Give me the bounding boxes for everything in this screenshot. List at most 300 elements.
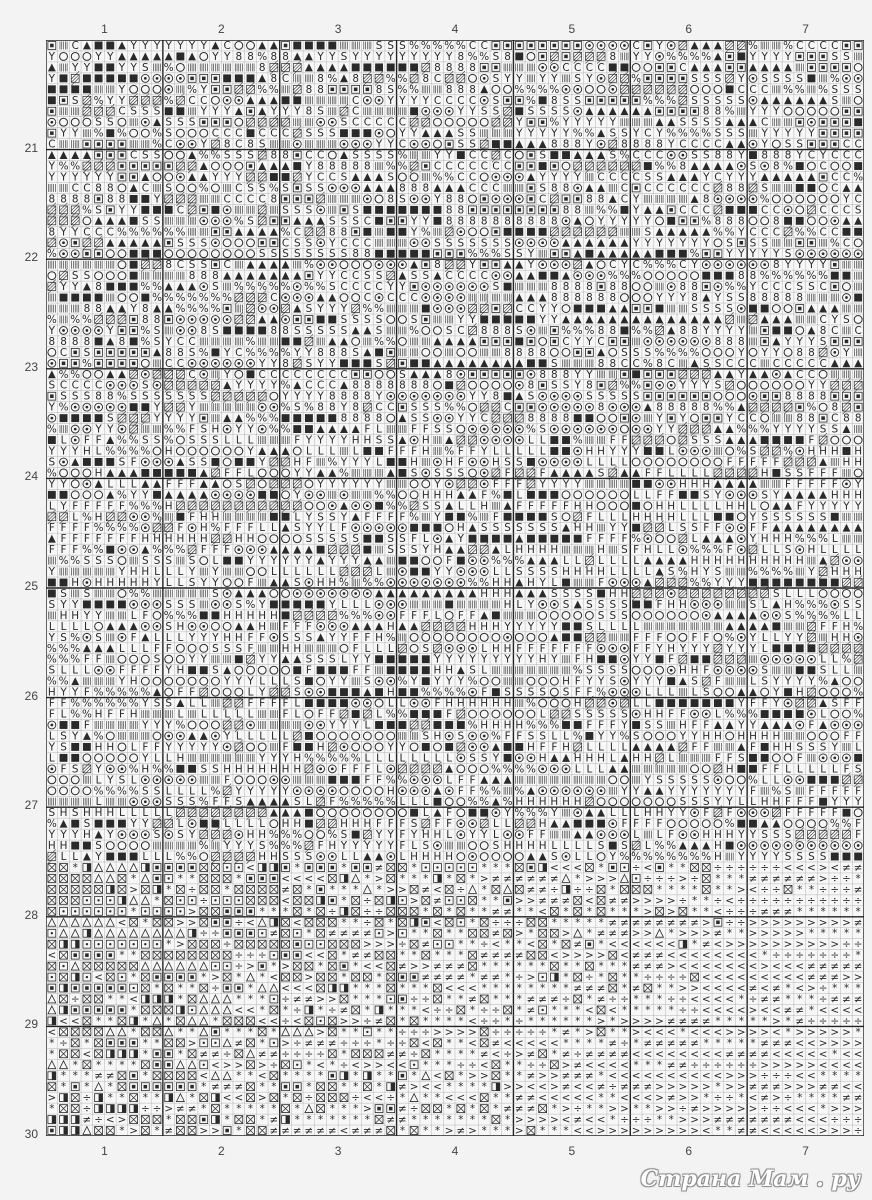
svg-text:F: F — [493, 478, 499, 490]
svg-text:C: C — [773, 358, 780, 370]
svg-text:H: H — [854, 446, 862, 458]
svg-text:F: F — [820, 478, 826, 490]
svg-text:S: S — [387, 84, 394, 96]
svg-text:S: S — [189, 237, 196, 249]
column-number-bottom-2: 2 — [211, 1144, 231, 1158]
svg-text:Y: Y — [211, 172, 219, 184]
svg-text:Y: Y — [118, 84, 126, 96]
svg-text:Y: Y — [574, 336, 582, 348]
svg-text:S: S — [352, 204, 359, 216]
svg-text:%: % — [783, 446, 793, 458]
svg-text:C: C — [223, 128, 230, 140]
svg-text:8: 8 — [528, 413, 535, 425]
svg-text:Y: Y — [760, 139, 768, 151]
svg-text:%: % — [619, 270, 629, 282]
svg-text:8: 8 — [165, 259, 172, 271]
svg-text:S: S — [399, 369, 406, 381]
svg-text:8: 8 — [563, 139, 570, 151]
svg-text:C: C — [375, 117, 382, 129]
svg-text:S: S — [165, 117, 172, 129]
svg-text:C: C — [831, 325, 838, 337]
svg-text:S: S — [411, 270, 418, 282]
svg-text:C: C — [644, 128, 651, 140]
svg-text:Y: Y — [59, 281, 67, 293]
svg-text:S: S — [434, 424, 441, 436]
svg-text:8: 8 — [609, 358, 616, 370]
svg-text:8: 8 — [738, 336, 745, 348]
svg-text:S: S — [189, 456, 196, 468]
svg-text:S: S — [177, 117, 184, 129]
svg-text:Y: Y — [293, 347, 301, 359]
svg-text:%: % — [444, 40, 454, 52]
svg-text:Y: Y — [772, 424, 780, 436]
svg-text:S: S — [352, 347, 359, 359]
svg-text:S: S — [656, 172, 663, 184]
column-number-bottom-3: 3 — [328, 1144, 348, 1158]
svg-text:Y: Y — [363, 51, 371, 63]
svg-text:Y: Y — [375, 139, 383, 151]
svg-text:Y: Y — [188, 402, 196, 414]
svg-text:Y: Y — [223, 172, 231, 184]
svg-text:Y: Y — [737, 248, 745, 260]
svg-text:8: 8 — [563, 292, 570, 304]
svg-text:C: C — [609, 259, 616, 271]
svg-text:8: 8 — [364, 161, 371, 173]
svg-text:F: F — [808, 435, 814, 447]
svg-text:S: S — [72, 95, 79, 107]
svg-text:L: L — [376, 424, 382, 436]
svg-text:Y: Y — [585, 369, 593, 381]
svg-text:%: % — [561, 325, 571, 337]
svg-text:%: % — [701, 128, 711, 140]
svg-text:S: S — [504, 456, 511, 468]
svg-text:S: S — [645, 347, 652, 359]
svg-text:8: 8 — [563, 369, 570, 381]
svg-text:%: % — [397, 161, 407, 173]
svg-text:%: % — [643, 325, 653, 337]
svg-text:%: % — [374, 303, 384, 315]
svg-text:C: C — [130, 150, 137, 162]
svg-text:S: S — [341, 248, 348, 260]
svg-text:%: % — [386, 336, 396, 348]
svg-text:S: S — [119, 456, 126, 468]
svg-text:%: % — [339, 467, 349, 479]
svg-text:Y: Y — [796, 150, 804, 162]
svg-text:S: S — [189, 259, 196, 271]
svg-text:Y: Y — [422, 95, 430, 107]
svg-text:%: % — [608, 270, 618, 282]
svg-text:S: S — [259, 182, 266, 194]
svg-text:%: % — [246, 336, 256, 348]
svg-text:C: C — [235, 193, 242, 205]
svg-text:S: S — [785, 73, 792, 85]
svg-text:H: H — [293, 456, 301, 468]
svg-text:8: 8 — [271, 51, 278, 63]
svg-text:%: % — [47, 248, 57, 260]
svg-text:8: 8 — [598, 358, 605, 370]
svg-text:S: S — [259, 139, 266, 151]
svg-text:H: H — [83, 446, 91, 458]
svg-text:%: % — [409, 84, 419, 96]
svg-text:L: L — [692, 467, 698, 479]
svg-text:C: C — [808, 40, 815, 52]
svg-text:S: S — [341, 325, 348, 337]
svg-text:S: S — [200, 435, 207, 447]
svg-text:8: 8 — [563, 182, 570, 194]
svg-text:%: % — [199, 150, 209, 162]
svg-text:Y: Y — [410, 95, 418, 107]
svg-text:Y: Y — [270, 380, 278, 392]
svg-text:Y: Y — [737, 150, 745, 162]
svg-text:Y: Y — [246, 380, 254, 392]
svg-text:8: 8 — [458, 215, 465, 227]
svg-text:S: S — [142, 62, 149, 74]
svg-text:S: S — [750, 237, 757, 249]
svg-text:8: 8 — [551, 413, 558, 425]
svg-text:C: C — [118, 106, 125, 118]
svg-text:Y: Y — [258, 456, 266, 468]
svg-text:Y: Y — [305, 391, 313, 403]
svg-text:8: 8 — [493, 325, 500, 337]
svg-text:Y: Y — [632, 215, 640, 227]
svg-text:Y: Y — [305, 172, 313, 184]
svg-text:%: % — [818, 84, 828, 96]
svg-text:H: H — [422, 435, 430, 447]
svg-text:C: C — [539, 193, 546, 205]
svg-text:S: S — [95, 204, 102, 216]
svg-text:8: 8 — [820, 391, 827, 403]
svg-text:C: C — [679, 259, 686, 271]
svg-text:C: C — [831, 204, 838, 216]
svg-text:C: C — [481, 413, 488, 425]
svg-text:S: S — [773, 73, 780, 85]
svg-text:%: % — [304, 402, 314, 414]
svg-text:S: S — [458, 467, 465, 479]
svg-text:H: H — [165, 446, 173, 458]
svg-text:Y: Y — [796, 424, 804, 436]
svg-text:Y: Y — [445, 51, 453, 63]
svg-text:8: 8 — [72, 193, 79, 205]
svg-text:C: C — [819, 314, 826, 326]
svg-text:C: C — [188, 95, 195, 107]
row-number-27: 27 — [8, 798, 38, 812]
svg-text:S: S — [738, 128, 745, 140]
svg-text:%: % — [397, 84, 407, 96]
svg-text:8: 8 — [563, 413, 570, 425]
svg-text:S: S — [60, 391, 67, 403]
svg-text:C: C — [562, 336, 569, 348]
svg-text:S: S — [609, 391, 616, 403]
svg-text:Y: Y — [725, 413, 733, 425]
svg-text:S: S — [434, 402, 441, 414]
svg-text:Y: Y — [387, 281, 395, 293]
svg-text:Y: Y — [527, 248, 535, 260]
svg-text:Y: Y — [305, 161, 313, 173]
svg-text:%: % — [164, 435, 174, 447]
svg-text:8: 8 — [598, 292, 605, 304]
svg-text:8: 8 — [551, 182, 558, 194]
svg-text:%: % — [47, 424, 57, 436]
svg-text:S: S — [703, 117, 710, 129]
svg-text:Y: Y — [71, 172, 79, 184]
svg-text:C: C — [819, 204, 826, 216]
svg-text:C: C — [387, 117, 394, 129]
svg-text:Y: Y — [749, 281, 757, 293]
svg-text:8: 8 — [656, 402, 663, 414]
svg-text:Y: Y — [118, 95, 126, 107]
svg-text:Y: Y — [410, 51, 418, 63]
svg-text:C: C — [597, 62, 604, 74]
svg-text:C: C — [714, 172, 721, 184]
svg-text:Y: Y — [71, 446, 79, 458]
svg-text:H: H — [691, 478, 699, 490]
svg-text:C: C — [819, 161, 826, 173]
row-number-29: 29 — [8, 1017, 38, 1031]
svg-text:Y: Y — [574, 117, 582, 129]
svg-text:%: % — [783, 161, 793, 173]
svg-text:Y: Y — [270, 358, 278, 370]
pattern-grid — [46, 40, 864, 1136]
svg-text:F: F — [808, 467, 814, 479]
svg-text:%: % — [187, 84, 197, 96]
svg-text:C: C — [831, 226, 838, 238]
svg-text:%: % — [655, 161, 665, 173]
row-number-24: 24 — [8, 469, 38, 483]
svg-text:S: S — [224, 150, 231, 162]
svg-text:Y: Y — [550, 172, 558, 184]
svg-text:S: S — [796, 139, 803, 151]
svg-text:8: 8 — [200, 270, 207, 282]
svg-text:8: 8 — [703, 193, 710, 205]
svg-text:S: S — [352, 150, 359, 162]
svg-text:%: % — [409, 40, 419, 52]
svg-text:C: C — [457, 270, 464, 282]
svg-text:S: S — [680, 117, 687, 129]
svg-text:C: C — [632, 40, 639, 52]
svg-text:C: C — [270, 292, 277, 304]
svg-text:8: 8 — [224, 139, 231, 151]
svg-text:S: S — [796, 467, 803, 479]
svg-text:S: S — [563, 106, 570, 118]
svg-text:8: 8 — [785, 150, 792, 162]
svg-text:Y: Y — [538, 172, 546, 184]
svg-text:C: C — [574, 62, 581, 74]
svg-text:C: C — [282, 237, 289, 249]
svg-text:Y: Y — [387, 51, 395, 63]
svg-text:C: C — [72, 40, 79, 52]
svg-text:Y: Y — [749, 248, 757, 260]
svg-text:S: S — [551, 358, 558, 370]
svg-text:8: 8 — [493, 215, 500, 227]
svg-text:S: S — [726, 303, 733, 315]
svg-text:S: S — [352, 215, 359, 227]
svg-text:8: 8 — [703, 402, 710, 414]
svg-text:F: F — [785, 478, 791, 490]
svg-text:Y: Y — [620, 446, 628, 458]
svg-text:S: S — [726, 292, 733, 304]
svg-text:S: S — [306, 325, 313, 337]
svg-text:C: C — [855, 150, 862, 162]
svg-text:S: S — [703, 73, 710, 85]
svg-text:Y: Y — [398, 128, 406, 140]
svg-text:S: S — [458, 139, 465, 151]
svg-text:%: % — [281, 281, 291, 293]
svg-text:C: C — [317, 380, 324, 392]
svg-text:S: S — [750, 161, 757, 173]
svg-text:S: S — [738, 95, 745, 107]
svg-text:S: S — [808, 281, 815, 293]
svg-text:S: S — [621, 128, 628, 140]
svg-text:Y: Y — [842, 347, 850, 359]
svg-text:Y: Y — [562, 478, 570, 490]
svg-text:C: C — [399, 139, 406, 151]
svg-text:C: C — [352, 281, 359, 293]
svg-text:F: F — [411, 446, 417, 458]
svg-text:8: 8 — [808, 413, 815, 425]
svg-text:8: 8 — [422, 380, 429, 392]
svg-text:%: % — [187, 303, 197, 315]
svg-text:H: H — [854, 456, 862, 468]
svg-text:%: % — [725, 226, 735, 238]
svg-text:H: H — [597, 446, 605, 458]
svg-text:%: % — [526, 424, 536, 436]
svg-text:S: S — [831, 51, 838, 63]
svg-text:Y: Y — [188, 40, 196, 52]
svg-text:S: S — [306, 182, 313, 194]
svg-text:8: 8 — [282, 51, 289, 63]
svg-text:8: 8 — [528, 215, 535, 227]
svg-text:C: C — [632, 150, 639, 162]
svg-text:8: 8 — [761, 292, 768, 304]
svg-text:8: 8 — [107, 193, 114, 205]
svg-text:S: S — [481, 237, 488, 249]
svg-text:S: S — [715, 303, 722, 315]
svg-text:S: S — [142, 150, 149, 162]
svg-text:F: F — [762, 456, 768, 468]
svg-text:%: % — [678, 51, 688, 63]
svg-text:Y: Y — [106, 51, 114, 63]
svg-text:8: 8 — [352, 402, 359, 414]
svg-text:C: C — [738, 84, 745, 96]
svg-text:Y: Y — [129, 303, 137, 315]
column-number-bottom-6: 6 — [679, 1144, 699, 1158]
svg-text:Y: Y — [83, 62, 91, 74]
svg-text:C: C — [679, 204, 686, 216]
svg-text:F: F — [773, 456, 779, 468]
svg-text:8: 8 — [691, 281, 698, 293]
svg-text:S: S — [761, 73, 768, 85]
svg-text:C: C — [457, 95, 464, 107]
svg-text:S: S — [189, 117, 196, 129]
svg-text:Y: Y — [328, 270, 336, 282]
svg-text:C: C — [819, 226, 826, 238]
svg-text:C: C — [446, 161, 453, 173]
svg-text:S: S — [493, 281, 500, 293]
svg-text:%: % — [210, 150, 220, 162]
svg-text:S: S — [154, 391, 161, 403]
svg-text:Y: Y — [223, 369, 231, 381]
svg-text:S: S — [761, 237, 768, 249]
svg-text:C: C — [668, 182, 675, 194]
svg-text:L: L — [540, 446, 546, 458]
svg-text:C: C — [188, 369, 195, 381]
svg-text:S: S — [598, 467, 605, 479]
svg-text:8: 8 — [446, 84, 453, 96]
svg-text:S: S — [796, 73, 803, 85]
svg-text:C: C — [749, 413, 756, 425]
svg-text:S: S — [317, 182, 324, 194]
svg-text:C: C — [831, 150, 838, 162]
svg-text:%: % — [281, 424, 291, 436]
svg-text:L: L — [107, 478, 113, 490]
svg-text:8: 8 — [481, 325, 488, 337]
svg-text:Y: Y — [118, 204, 126, 216]
svg-text:Y: Y — [760, 128, 768, 140]
svg-text:8: 8 — [551, 95, 558, 107]
svg-text:S: S — [387, 150, 394, 162]
svg-text:8: 8 — [364, 391, 371, 403]
svg-text:S: S — [154, 325, 161, 337]
svg-text:8: 8 — [271, 73, 278, 85]
svg-text:8: 8 — [329, 161, 336, 173]
svg-text:%: % — [47, 314, 57, 326]
svg-text:S: S — [645, 226, 652, 238]
svg-text:8: 8 — [785, 292, 792, 304]
svg-text:Y: Y — [59, 172, 67, 184]
svg-text:C: C — [703, 139, 710, 151]
svg-text:%: % — [140, 281, 150, 293]
svg-text:8: 8 — [142, 314, 149, 326]
svg-text:8: 8 — [341, 413, 348, 425]
svg-text:8: 8 — [598, 402, 605, 414]
svg-text:C: C — [504, 402, 511, 414]
svg-text:Y: Y — [106, 424, 114, 436]
svg-text:C: C — [340, 270, 347, 282]
svg-text:8: 8 — [329, 402, 336, 414]
svg-text:S: S — [422, 270, 429, 282]
svg-text:Y: Y — [480, 446, 488, 458]
svg-text:%: % — [304, 281, 314, 293]
svg-text:Y: Y — [328, 303, 336, 315]
svg-text:8: 8 — [236, 51, 243, 63]
svg-text:S: S — [165, 128, 172, 140]
svg-text:Y: Y — [562, 172, 570, 184]
svg-text:8: 8 — [726, 182, 733, 194]
svg-text:S: S — [493, 95, 500, 107]
svg-text:C: C — [597, 336, 604, 348]
svg-text:Y: Y — [807, 128, 815, 140]
svg-text:C: C — [621, 182, 628, 194]
svg-text:8: 8 — [107, 391, 114, 403]
svg-text:H: H — [492, 456, 500, 468]
svg-text:Y: Y — [71, 128, 79, 140]
svg-text:Y: Y — [550, 478, 558, 490]
svg-text:C: C — [621, 358, 628, 370]
svg-text:Y: Y — [679, 380, 687, 392]
svg-text:%: % — [806, 402, 816, 414]
svg-text:8: 8 — [341, 161, 348, 173]
svg-text:Y: Y — [83, 172, 91, 184]
svg-text:C: C — [457, 325, 464, 337]
svg-text:C: C — [72, 380, 79, 392]
svg-text:Y: Y — [129, 489, 137, 501]
svg-text:8: 8 — [446, 369, 453, 381]
svg-text:L: L — [610, 456, 616, 468]
svg-text:S: S — [609, 150, 616, 162]
svg-text:%: % — [783, 270, 793, 282]
svg-text:F: F — [832, 467, 838, 479]
svg-text:C: C — [177, 259, 184, 271]
